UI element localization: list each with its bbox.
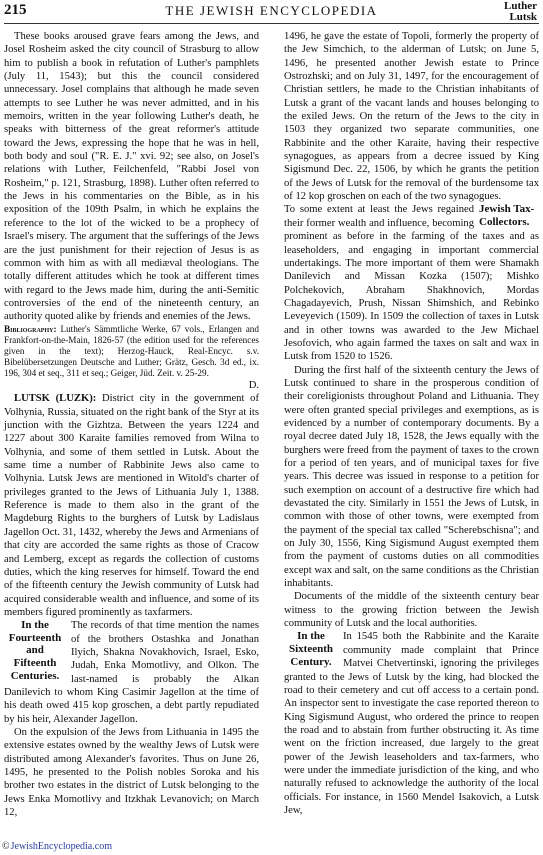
tax-collectors-text: To some extent at least the Jews regained their former wealth and influence, becoming prominent as before in the farming of the taxes and as leaseholders, and engaging in important commercial undertakings. The more important of them were Shamakh Danilevich and Missan Kozka (1507); Mishko Polchekovich, Abraham Shakhnovich, Mordas Chagadayevich, Prush, Nissan Shimshich, and Rebinko Leveyevich (1509). In 1509 the collection of taxes in Lutsk and in other towns was awarded to the Jew Michael Jesofovich, who again farmed the taxes on salt and wax in Lutsk from 1520 to 1526. [284,204,539,363]
bibliography-text: Luther's Sämmtliche Werke, 67 vols., Erlangen and Frankfort-on-the-Main, 1826-57 (the edition used for the references given in the text); Herzog-Hauck, Real-Encyc. s.v. Bibelübersetzungen Deutsche and Luther; Grätz, Gesch. 3d ed., ix. 196, 304 et seq., 311 et seq.; Geiger, Jüd. Zeit. v. 25-29. [4,323,259,378]
sixteenth-century-text: In 1545 both the Rabbinite and the Karaite community made complaint that Prince Matvei Chetvertinski, ignoring the privileges granted to the Jews of Lutsk by the king, had blocked the road to their cemetery and cut off access to a certain pond. An inspector sent to investigate the case reported thereon to King Sigismund August, who ordered the prince to reopen the road and to abstain from further obstructing it. As time went on the friction increased, due largely to the great power of the Jewish leaseholders and tax-farmers, who were under the immediate jurisdiction of the king, and who naturally refused to acknowledge the authority of the local officials. For instance, in 1560 Mendel Isakovich, a Lutsk Jew, [284,631,539,816]
expulsion-paragraph: On the expulsion of the Jews from Lithuania in 1495 the extensive estates owned by the wealthy Jews of Lutsk were distributed among Alexander's favorites. Thus on June 26, 1495, he presented to the Polish nobles Soroka and his brother two estates in the district of Lutsk belonging to the Jews Enka Momotlivy and Itzkhak Levanovich; on March 12, [4,726,259,819]
header-rule [4,23,539,24]
friction-paragraph: Documents of the middle of the sixteenth century bear witness to the growing friction between the Jewish community of Lutsk and the local authorities. [284,591,539,630]
sidenote-tax-collectors: Jewish Tax-Collectors. [479,203,535,229]
bibliography-label: Bibliography: [4,323,57,334]
sixteenth-century-paragraph [284,630,539,817]
site-footer [2,841,112,852]
bibliography [4,324,259,379]
tax-collectors-paragraph [284,203,539,363]
sidenote-sixteenth-century: In the Sixteenth Century. [289,630,333,668]
lutsk-records-text: The records of that time mention the names of the brothers Ostashka and Jonathan Ilyich, Shakna Novakhovich, Israel, Esko, Judah, Enka Momotlivy, and Olkon. The last-named is probably the Alkan Danilevich to whom King Casimir Jagellon at the time of his death owed 415 kop groschen, a debt partly repudiated by his heir, Alexander Jagellon. [4,620,259,725]
corner-headword-first: Luther [504,0,537,12]
article-headword: LUTSK (LUZK): [14,393,97,405]
luther-paragraph: These books aroused grave fears among the Jews, and Josel Rosheim asked the city council of Strasburg to allow him to publish a book in refutation of Luther's pamphlets (July 11, 1543); but this the council considered unnecessary. Josel complains that although he made seven attempts to see Luther he was never admitted, and in his memoirs, written in the year following Luther's death, he speaks with bitterness of the great reformer's attitude toward the Jews, expressing the hope that he was in hell, both body and soul ("R. E. J." xvi. 92; see also, on Josel's relations with Luther, Feilchenfeld, "Rabbi Josel von Rosheim," p. 121, Strasburg, 1898). Luther often referred to the Jews in his commentaries on the Bible, as in his exposition of the 109th Psalm, in which he explains the reference to the lot of the wicked to be a prophecy of Israel's misery. The argument that the sufferings of the Jews are the just punishment for their rejection of Jesus is as common with him as with all mediæval theologians. The totally different attitudes which he took at different times with regard to the Jews made him, during the anti-Semitic controversies of the end of the nineteenth century, an authority quoted alike by friends and enemies of the Jews. [4,31,259,323]
copyright-symbol: © [2,841,10,852]
corner-headword-last: Lutsk [509,11,537,23]
left-column [4,30,259,819]
page-header [0,0,543,30]
running-title: THE JEWISH ENCYCLOPEDIA [165,3,378,18]
lutsk-records-paragraph [4,619,259,726]
corner-headwords [504,1,537,23]
lutsk-intro-paragraph [4,392,259,619]
page-number: 215 [4,2,27,18]
sidenote-fourteenth-century: In the Fourteenth and Fifteenth Centuries. [8,619,62,682]
estates-paragraph: 1496, he gave the estate of Topoli, formerly the property of the Jew Simchich, to the alderman of Lutsk; on June 5, 1496, he presented another Jewish estate to Prince Ostrozhski; and on July 31, 1497, for the encouragement of Christian settlers, he made to the Christian inhabitants of Lutsk a grant of the vacant lands and houses belonging to the exiled Jews. On the return of the Jews to the city in 1503 they organized two separate communities, one Rabbinite and the other Karaite, having their respective synagogues, as appears from a decree issued by King Sigismund Dec. 22, 1506, by which he grants the petition of the Jews of Lutsk for the removal of the burdensome tax of 12 kop groschen on each of the two synagogues. [284,31,539,203]
site-link[interactable]: JewishEncyclopedia.com [10,841,112,852]
privileges-paragraph: During the first half of the sixteenth century the Jews of Lutsk continued to share in the prosperous condition of their coreligionists throughout Poland and Lithuania. They were often granted special privileges and exemptions, as is evidenced by a number of contemporary documents. By a royal decree dated July 18, 1528, the Jews equally with the burghers were freed from the payment of taxes to the crown for a period of ten years, and of municipal taxes for five years. This decree was issued in response to a petition for such exemption on account of a destructive fire which had devastated the city. Similarly in 1551 the Jews of Lutsk, in common with those of other towns, were exempted from the payment of the special tax called "Scherebschisna"; and on July 30, 1556, King Sigismund August exempted them from the payment of customs duties on all commodities except wax and salt, on the same conditions as the Christian inhabitants. [284,364,539,590]
lutsk-intro-text: District city in the government of Volhynia, Russia, situated on the right bank of the Styr at its junction with the Gizhtza. Between the years 1224 and 1227 about 300 Karaite families removed from Wilna to Volhynia, and some of them settled in Lutsk. About the same time a number of Rabbinite Jews also came to Volhynia. Lutsk Jews are mentioned in Witold's charter of privileges granted to the Jews of Lithuania July 1, 1388. Reference is made to them also in the grant of the Magdeburg Rights to the burghers of Lutsk by Ladislaus Jagellon Oct. 31, 1432, whereby the Jews and Armenians of that city are accorded the same rights as those of Cracow and Lemberg, except as regards the collection of customs duties, which the king reserves for himself. Toward the end of the fifteenth century the Jewish community of Lutsk had acquired considerable wealth and influence, and some of its members figured prominently as taxfarmers. [4,393,259,618]
right-column [284,30,539,817]
author-signature: D. [248,380,259,392]
